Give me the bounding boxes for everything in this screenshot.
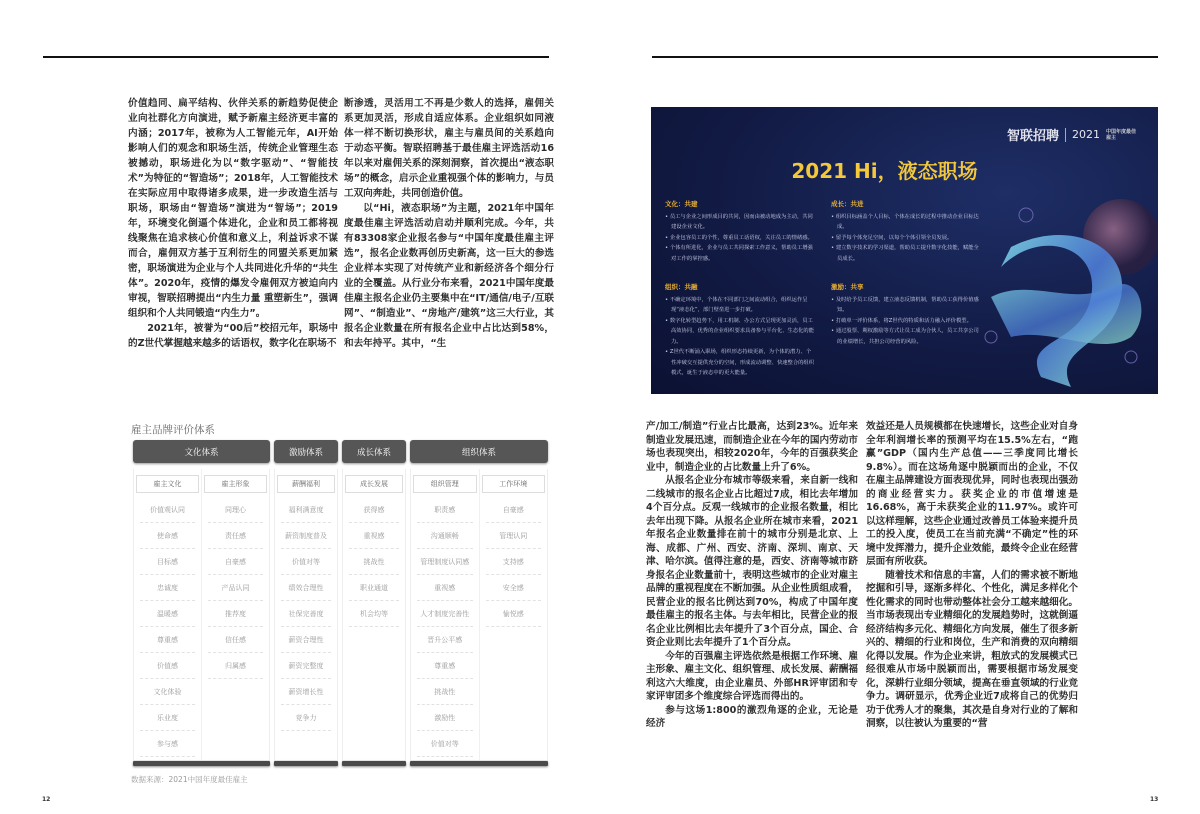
section-bullet: • 组织目标涵盖个人目标，个体在成长的过程中推动企业目标达成。 [831,212,981,233]
table-group [410,440,548,766]
table-cell: 价值观认同 [140,497,195,523]
divider [1065,128,1066,142]
group-footer-bar [133,761,270,766]
table-cell: 薪资合理性 [281,627,331,653]
table-cell: 使命感 [140,523,195,549]
paragraph: 从报名企业分布城市等级来看，来自新一线和二线城市的报名企业占比超过7成，相比去年增加4个百分点。反观一线城市的企业报名数量，相比去年出现下降。从报名企业所在城市来看，2021年报名企业数量排在前十的城市分别是北京、上海、成都、广州、西安、济南、深圳、南京、天津、哈尔滨。值得注意的是，西安、济南等城市跻身报名企业数量前十，表明这些城市的企业对雇主品牌的重视程度在不断加强。从企业性质组成看，民营企业的报名比例达到70%，构成了中国年度最佳雇主的报名主体。与去年相比，民营企业的报名企业比例相比去年提升了3个百分点，国企、合资企业则比去年提升了1个百分点。 [646,475,858,648]
table-cell: 职业通道 [349,575,399,601]
section-bullet: • 留予每个体充足空间，以每个个体引领全员发展。 [831,233,981,244]
paragraph: 断渗透，灵活用工不再是少数人的选择，雇佣关系更加灵活，形成自适应体系。企业组织如同液体一样不断切换形状，雇主与雇员间的关系趋向于动态平衡。智联招聘基于最佳雇主评选活动16年以来对雇佣关系的深刻洞察，首次提出“液态职场”的概念，启示企业重视强个体的影响力，与员工双向奔赴，共同创造价值。 [344,98,554,199]
table-cell: 产品认同 [208,575,263,601]
table-column [411,469,479,760]
section-heading: 文化：共建 [665,200,698,208]
section-bullet: • 不确定环境中，个体在不同部门之间流动组合，组织运作呈现“液态化”，部门壁垒进一步打破。 [665,295,815,316]
section-bullet: • 及时给予员工反馈，建立液态反馈机制，帮助员工获得价值感知。 [831,295,981,316]
table-cell: 挑战性 [417,679,473,705]
table-cell: 尊重感 [140,627,195,653]
table-cell: 尊重感 [417,653,473,679]
paragraph: 随着技术和信息的丰富，人们的需求被不断地挖掘和引导，逐渐多样化、个性化，满足多样化个性化需求的同时也带动整体社会分工越来越细化。当市场表现出专业精细化的发展趋势时，这就倒逼经济结构多元化、精细化方向发展，催生了很多新兴的、精细的行业和岗位，生产和消费的双向精细化得以发展。作为企业来讲，粗放式的发展模式已经很难从市场中脱颖而出，需要根据市场发展变化，深耕行业细分领域，提高在垂直领域的行业竞争力。调研显示，优秀企业近7成将自己的优势归功于优秀人才的聚集，其次是自身对行业的了解和洞察，以往被认为重要的“营 [866,569,1078,729]
paragraph: 产/加工/制造”行业占比最高，达到23%。近年来制造业发展迅速，而制造企业在今年的国内劳动市场也表现突出，相较2020年，今年的百强获奖企业中，制造企业的占比数量上升了6%。 [646,421,858,473]
table-cell: 同理心 [208,497,263,523]
table-cell: 薪资增长性 [281,679,331,705]
table-cell: 责任感 [208,523,263,549]
section-bullet: • 个体有所进化，企业与员工共同探索工作意义，帮助员工增强对工作的掌控感。 [665,243,815,264]
table-cell: 社保完善度 [281,601,331,627]
right-page-top-rule [652,56,1158,58]
table-cell: 归属感 [208,653,263,679]
group-header: 激励体系 [274,440,338,463]
banner-section [831,199,981,264]
table-cell: 薪资制度普及 [281,523,331,549]
banner-section [665,199,815,264]
paragraph: 2021年，被誉为“00后”校招元年，职场中的Z世代掌握越来越多的话语权，数字化在职场不 [128,323,338,349]
group-header: 组织体系 [410,440,548,463]
section-heading: 激励：共享 [831,283,864,291]
table-cell: 参与感 [140,731,195,757]
paragraph: 以“Hi，液态职场”为主题，2021年中国年度最佳雇主评选活动启动并顺利完成。今年，共有83308家企业报名参与“中国年度最佳雇主评选”，报名企业数再创历史新高，这一巨大的参选企业样本实现了对传统产业和新经济各个细分行业的全覆盖。从行业分布来看，2021中国年度最佳雇主报名企业仍主要集中在“IT/通信/电子/互联网”、“制造业”、“房地产/建筑”这三大行业，其报名企业数量在所有报名企业中占比达到58%，和去年持平。其中，“生 [344,203,554,349]
table-cell: 自豪感 [208,549,263,575]
table-cell: 管理制度认同感 [417,549,473,575]
employer-brand-evaluation-table [133,440,549,766]
liquid-workplace-banner [651,107,1158,394]
table-cell: 忠诚度 [140,575,195,601]
column-header: 雇主文化 [136,475,199,493]
right-page-column-2 [866,420,1078,731]
table-cell: 绩效合理性 [281,575,331,601]
table-cell: 重视感 [417,575,473,601]
table-cell: 温暖感 [140,601,195,627]
table-column [275,469,337,760]
table-cell: 支持感 [486,549,542,575]
table-cell: 职责感 [417,497,473,523]
table-cell: 乐业度 [140,705,195,731]
banner-section [831,282,981,347]
table-cell: 管理认同 [486,523,542,549]
table-cell: 晋升公平感 [417,627,473,653]
column-header: 组织管理 [413,475,477,493]
group-header: 文化体系 [133,440,270,463]
liquid-swirl-graphic [981,187,1158,394]
logo-text: 智联招聘 [1006,129,1059,144]
table-cell: 信任感 [208,627,263,653]
table-cell: 重视感 [349,523,399,549]
table-cell: 目标感 [140,549,195,575]
page-number: 13 [1150,796,1159,803]
table-group [342,440,406,766]
table-cell: 推荐度 [208,601,263,627]
paragraph: 参与这场1:800的激烈角逐的企业，无论是经济 [646,704,858,729]
left-page-column-1 [128,96,338,351]
table-column [134,469,201,760]
logo-subtitle: 中国年度最佳雇主 [1106,128,1137,141]
section-bullet: • 通过股票、期权激励等方式让员工成为合伙人，员工共享公司的业绩增长，共担公司经营的风险。 [831,326,981,347]
group-footer-bar [342,761,406,766]
table-column [343,469,405,760]
table-cell: 挑战性 [349,549,399,575]
section-bullet: • 员工与企业之间形成目的共同，因而由被动地成为主动，共同建设企业文化。 [665,212,815,233]
section-heading: 组织：共融 [665,283,698,291]
table-cell: 薪资完整度 [281,653,331,679]
paragraph: 价值趋同、扁平结构、伙伴关系的新趋势促使企业向社群化方向演进，赋予新雇主经济更丰富的内涵；2017年，被称为人工智能元年，AI开始影响人们的观念和职场生活，传统企业管理生态被撼动，职场进化为以“数字驱动”、“智能技术”为特征的“智造场”；2018年，人工智能技术在实际应用中取得诸多成果，进一步改造生活与职场，职场由“智造场”演进为“智场”；2019年，环境变化倒逼个体进化，企业和员工都将视线聚焦在追求核心价值和意义上，利益诉求不谋而合，雇佣双方基于互利衍生的同盟关系更加紧密，职场演进为企业与个人共同进化升华的“共生体”。2020年，疫情的爆发令雇佣双方被迫向内审视，智联招聘提出“内生力量 重塑新生”，强调组织和个人共同锻造“内生力”。 [128,98,338,319]
table-column [201,469,269,760]
table-cell: 机会均等 [349,601,399,627]
paragraph: 今年的百强雇主评选依然是根据工作环境、雇主形象、雇主文化、组织管理、成长发展、薪酬福利这六大维度，由企业雇员、外部HR评审团和专家评审团多个维度综合评选而得出的。 [646,650,858,702]
group-footer-bar [274,761,338,766]
group-header: 成长体系 [342,440,406,463]
banner-title: 2021 Hi，液态职场 [791,159,978,183]
table-cell: 安全感 [486,575,542,601]
page-number: 12 [42,796,51,803]
column-header: 薪酬福利 [277,475,335,493]
table-cell: 获得感 [349,497,399,523]
left-page-column-2 [344,96,554,351]
right-page-column-1 [646,420,858,731]
paragraph: 效益还是人员规模都在快速增长，这些企业对自身全年利润增长率的预测平均在15.5%左右，“跑赢”GDP（国内生产总值——三季度同比增长9.8%）。而在这场角逐中脱颖而出的企业，不仅在雇主品牌建设方面表现优异，同时也表现出强劲的商业经营实力。获奖企业的市值增速是16.68%，高于未获奖企业的11.97%。或许可以这样理解，这些企业通过改善员工体验来提升员工的投入度，使员工在当前充满“不确定”性的环境中发挥潜力，提升企业效能，最终令企业在经营层面有所收获。 [866,421,1078,567]
table-cell: 自豪感 [486,497,542,523]
table-cell: 价值感 [140,653,195,679]
table-cell: 竞争力 [281,705,331,731]
section-bullet: • 建立数字技术的学习渠道，帮助员工提升数字化技能，赋能全员成长。 [831,243,981,264]
table-cell: 愉悦感 [486,601,542,627]
section-bullet: • 企业包容员工的个性，尊重员工话语权，关注员工的情绪感。 [665,233,815,244]
table-cell: 激励性 [417,705,473,731]
table-cell: 沟通顺畅 [417,523,473,549]
column-header: 雇主形象 [204,475,267,493]
zhaopin-logo [1007,125,1140,144]
column-header: 工作环境 [482,475,546,493]
banner-section [665,282,815,379]
table-cell: 文化体验 [140,679,195,705]
section-heading: 成长：共进 [831,200,864,208]
section-bullet: • Z世代不断涌入职场，组织形态持续更新，为个体的潜力、个性冲破交互提供充分的空间，形成流动调整、快速整合的组织模式，诞生于液态中的更大能量。 [665,347,815,379]
logo-year: 2021 [1072,128,1100,141]
section-bullet: • 打破单一评价体系，将Z世代的特质和活力融入评价模型。 [831,316,981,327]
group-footer-bar [410,761,548,766]
table-group [274,440,338,766]
data-source-note: 数据来源：2021中国年度最佳雇主 [131,775,248,784]
section-bullet: • 数字化转型趋势下，用工机制、办公方式呈现更加灵活，员工高效协同，优秀的企业组织要求具备参与平台化、生态化的能力。 [665,316,815,348]
table-group [133,440,270,766]
table-cell: 人才制度完善性 [417,601,473,627]
table-cell: 价值对等 [281,549,331,575]
table-column [479,469,548,760]
left-page-top-rule [43,56,549,58]
table-cell: 福利满意度 [281,497,331,523]
table-title: 雇主品牌评价体系 [131,424,215,436]
table-cell: 价值对等 [417,731,473,757]
column-header: 成长发展 [345,475,403,493]
